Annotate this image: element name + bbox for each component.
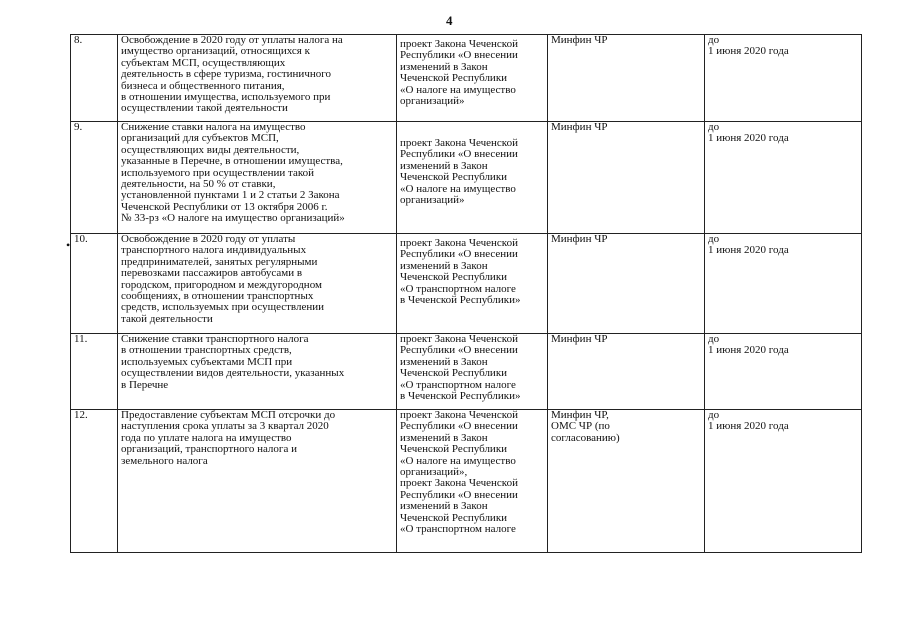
measure-text: Снижение ставки налога на имущество организаций для субъектов МСП, осуществляющих виды деятельности, указанные в Перечне, в отношении имущества, используемого при осуществлении такой деятельности, на 50 % от ставки, установленной пунктами 1 и 2 статьи 2 Закона Чеченской Республики от 13 октября 2006 г. № 33-рз «О налоге на имущество организаций» — [121, 121, 345, 225]
responsible-text: Минфин ЧР, ОМС ЧР (по согласованию) — [551, 409, 620, 444]
responsible-cell — [548, 35, 705, 122]
measure-cell — [118, 35, 397, 122]
deadline-text: до 1 июня 2020 года — [708, 34, 789, 58]
deadline-text: до 1 июня 2020 года — [708, 333, 789, 357]
deadline-cell — [705, 35, 862, 122]
document-cell — [397, 234, 548, 334]
document-text: проект Закона Чеченской Республики «О внесении изменений в Закон Чеченской Республики «О налоге на имущество организаций» — [400, 38, 518, 108]
row-number-cell — [71, 410, 118, 553]
deadline-cell — [705, 334, 862, 410]
row-number-cell — [71, 234, 118, 334]
deadline-cell — [705, 234, 862, 334]
margin-mark: • — [66, 238, 71, 252]
row-number-cell — [71, 334, 118, 410]
row-number-cell — [71, 122, 118, 234]
document-cell — [397, 410, 548, 553]
measure-text: Освобождение в 2020 году от уплаты налога на имущество организаций, относящихся к субъектам МСП, осуществляющих деятельность в сфере туризма, гостиничного бизнеса и общественного питания, в отношении имущества, используемого при осуществлении такой деятельности — [121, 34, 343, 115]
document-cell — [397, 122, 548, 234]
document-text: проект Закона Чеченской Республики «О внесении изменений в Закон Чеченской Республики «О транспортном налоге в Чеченской Республики» — [400, 237, 521, 307]
responsible-text: Минфин ЧР — [551, 233, 608, 245]
row-number: 11. — [74, 333, 88, 345]
responsible-text: Минфин ЧР — [551, 333, 608, 345]
document-text: проект Закона Чеченской Республики «О внесении изменений в Закон Чеченской Республики «О налоге на имущество организаций» — [400, 137, 518, 207]
document-text: проект Закона Чеченской Республики «О внесении изменений в Закон Чеченской Республики «О налоге на имущество организаций», проект Закона Чеченской Республики «О внесении изменений в Закон Чеченской Республики «О транспортном налоге — [400, 409, 518, 536]
document-cell — [397, 35, 548, 122]
deadline-text: до 1 июня 2020 года — [708, 233, 789, 257]
table-row — [71, 35, 862, 122]
page-number: 4 — [446, 13, 453, 28]
deadline-text: до 1 июня 2020 года — [708, 409, 789, 433]
row-number: 12. — [74, 409, 88, 421]
deadline-cell — [705, 122, 862, 234]
row-number: 8. — [74, 34, 83, 46]
measure-text: Предоставление субъектам МСП отсрочки до наступления срока уплаты за 3 квартал 2020 года по уплате налога на имущество организаций, транспортного налога и земельного налога — [121, 409, 336, 467]
responsible-cell — [548, 410, 705, 553]
measure-cell — [118, 334, 397, 410]
deadline-text: до 1 июня 2020 года — [708, 121, 789, 145]
measure-cell — [118, 234, 397, 334]
responsible-cell — [548, 234, 705, 334]
row-number: 9. — [74, 121, 83, 133]
row-number: 10. — [74, 233, 88, 245]
table-row — [71, 410, 862, 553]
measures-table — [70, 34, 862, 553]
responsible-cell — [548, 334, 705, 410]
measure-text: Снижение ставки транспортного налога в отношении транспортных средств, используемых субъектами МСП при осуществлении видов деятельности, указанных в Перечне — [121, 333, 345, 391]
table-row — [71, 334, 862, 410]
deadline-cell — [705, 410, 862, 553]
document-text: проект Закона Чеченской Республики «О внесении изменений в Закон Чеченской Республики «О транспортном налоге в Чеченской Республики» — [400, 333, 521, 403]
responsible-cell — [548, 122, 705, 234]
measure-cell — [118, 410, 397, 553]
responsible-text: Минфин ЧР — [551, 121, 608, 133]
table-row — [71, 122, 862, 234]
measure-cell — [118, 122, 397, 234]
measure-text: Освобождение в 2020 году от уплаты транспортного налога индивидуальных предпринимателей, занятых регулярными перевозками пассажиров автобусами в городском, пригородном и междугородном сообщениях, в отношении транспортных средств, используемых при осуществлении такой деятельности — [121, 233, 325, 325]
responsible-text: Минфин ЧР — [551, 34, 608, 46]
document-cell — [397, 334, 548, 410]
row-number-cell — [71, 35, 118, 122]
table-row — [71, 234, 862, 334]
